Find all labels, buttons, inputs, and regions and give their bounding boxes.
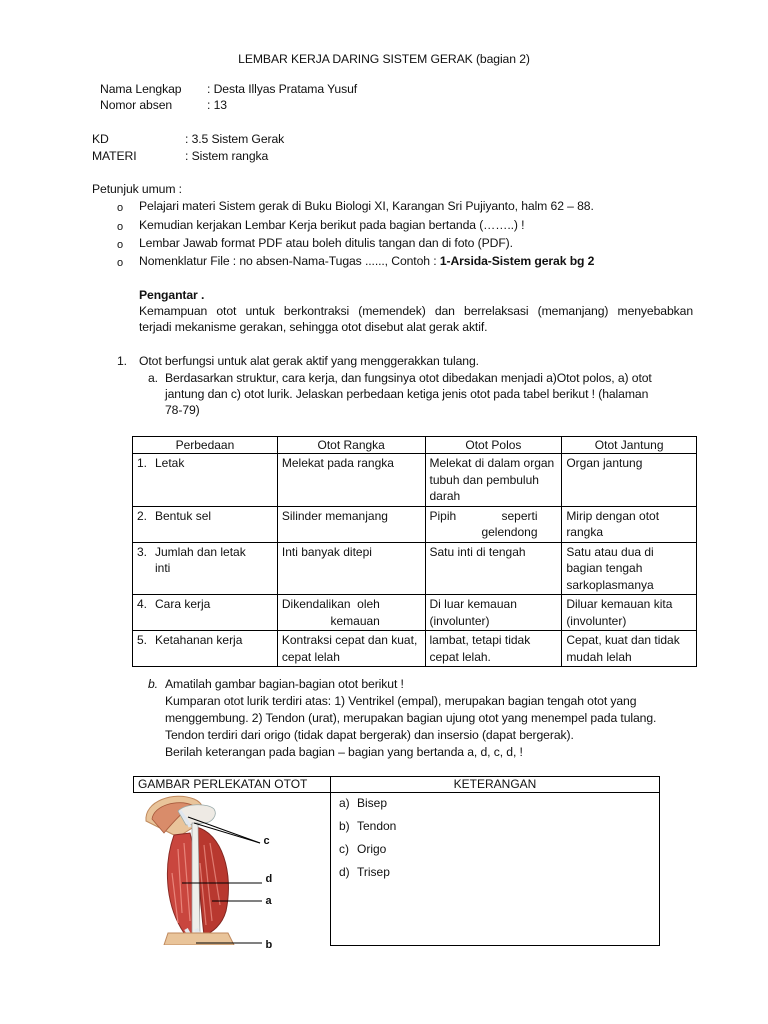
table-header-cell: KETERANGAN bbox=[330, 777, 659, 793]
subquestion-text: Berdasarkan struktur, cara kerja, dan fungsinya otot dibedakan menjadi a)Otot polos, a) otot bbox=[165, 371, 652, 385]
table-row bbox=[133, 454, 697, 507]
table-cell: lambat, tetapi tidak cepat lelah. bbox=[425, 631, 562, 667]
bullet-icon: o bbox=[117, 257, 124, 269]
question-number: 1. bbox=[117, 354, 127, 368]
table-cell: Silinder memanjang bbox=[277, 506, 425, 542]
figure-label: a bbox=[265, 895, 272, 907]
table-row bbox=[133, 595, 697, 631]
bullet-icon: o bbox=[117, 221, 124, 233]
intro-text-line: terjadi mekanisme gerakan, sehingga otot disebut alat gerak aktif. bbox=[139, 320, 488, 334]
muscle-comparison-table bbox=[132, 436, 697, 667]
absen-value: : 13 bbox=[207, 98, 227, 112]
file-example: 1-Arsida-Sistem gerak bg 2 bbox=[439, 254, 595, 268]
table-cell: Pipih seperti gelendong bbox=[425, 506, 562, 542]
bullet-icon: o bbox=[117, 202, 124, 214]
table-header-cell: Perbedaan bbox=[133, 437, 278, 454]
answer-item: c) Origo bbox=[338, 842, 387, 856]
table-cell: Melekat pada rangka bbox=[277, 454, 425, 507]
answer-item: d) Trisep bbox=[338, 865, 390, 879]
subquestion-text: Kumparan otot lurik terdiri atas: 1) Ventrikel (empal), merupakan bagian tengah otot yang bbox=[165, 694, 637, 708]
intro-heading: Pengantar . bbox=[139, 288, 205, 302]
instruction-item: Kemudian kerjakan Lembar Kerja berikut pada bagian bertanda (……..) ! bbox=[139, 218, 525, 232]
arm-muscle-illustration bbox=[134, 793, 330, 945]
subquestion-text: Tendon terdiri dari origo (tidak dapat bergerak) dan insersio (dapat bergerak). bbox=[165, 728, 574, 742]
table-header-cell: Otot Polos bbox=[425, 437, 562, 454]
figure-label: c bbox=[263, 835, 270, 847]
page-title: LEMBAR KERJA DARING SISTEM GERAK (bagian 2) bbox=[238, 52, 530, 66]
table-header-cell: GAMBAR PERLEKATAN OTOT bbox=[134, 777, 331, 793]
answer-item: a) Bisep bbox=[338, 796, 388, 810]
row-label: 5. Ketahanan kerja bbox=[133, 631, 278, 667]
instructions-heading: Petunjuk umum : bbox=[92, 182, 182, 196]
absen-label: Nomor absen bbox=[100, 98, 173, 112]
row-label: 1. Letak bbox=[133, 454, 278, 507]
row-label: 4. Cara kerja bbox=[133, 595, 278, 631]
table-header-row bbox=[134, 777, 660, 793]
row-label: 2. Bentuk sel bbox=[133, 506, 278, 542]
table-cell: Melekat di dalam organ tubuh dan pembuluh darah bbox=[425, 454, 562, 507]
table-cell: Cepat, kuat dan tidak mudah lelah bbox=[562, 631, 697, 667]
table-cell: Dikendalikan oleh kemauan bbox=[277, 595, 425, 631]
materi-label: MATERI bbox=[92, 149, 137, 163]
table-header-cell: Otot Rangka bbox=[277, 437, 425, 454]
subquestion-text: 78-79) bbox=[165, 403, 200, 417]
table-row bbox=[133, 506, 697, 542]
table-row bbox=[134, 793, 660, 946]
question-text: Otot berfungsi untuk alat gerak aktif yang menggerakkan tulang. bbox=[139, 354, 479, 368]
subquestion-text: Amatilah gambar bagian-bagian otot berikut ! bbox=[165, 677, 404, 691]
instruction-item: Lembar Jawab format PDF atau boleh ditulis tangan dan di foto (PDF). bbox=[139, 236, 513, 250]
kd-label: KD bbox=[92, 132, 109, 146]
table-header-cell: Otot Jantung bbox=[562, 437, 697, 454]
subquestion-text: jantung dan c) otot lurik. Jelaskan perbedaan ketiga jenis otot pada tabel berikut ! (halaman bbox=[165, 387, 649, 401]
table-cell: Organ jantung bbox=[562, 454, 697, 507]
figure-cell bbox=[134, 793, 331, 951]
table-cell: Kontraksi cepat dan kuat, cepat lelah bbox=[277, 631, 425, 667]
instruction-item: Pelajari materi Sistem gerak di Buku Biologi XI, Karangan Sri Pujiyanto, halm 62 – 88. bbox=[139, 199, 594, 213]
figure-label: d bbox=[265, 873, 273, 885]
table-cell: Satu atau dua di bagian tengah sarkoplasmanya bbox=[562, 542, 697, 595]
table-row bbox=[133, 631, 697, 667]
figure-label: b bbox=[265, 939, 273, 951]
subquestion-label: a. bbox=[148, 371, 158, 385]
name-label: Nama Lengkap bbox=[100, 82, 182, 96]
subquestion-label: b. bbox=[148, 677, 158, 691]
table-cell: Di luar kemauan (involunter) bbox=[425, 595, 562, 631]
subquestion-text: Berilah keterangan pada bagian – bagian yang bertanda a, d, c, d, ! bbox=[165, 745, 523, 759]
row-label: 3. Jumlah dan letak inti bbox=[133, 542, 278, 595]
table-row bbox=[133, 542, 697, 595]
table-cell: Inti banyak ditepi bbox=[277, 542, 425, 595]
answer-item: b) Tendon bbox=[338, 819, 397, 833]
kd-value: : 3.5 Sistem Gerak bbox=[185, 132, 285, 146]
intro-text-line: Kemampuan otot untuk berkontraksi (memendek) dan berrelaksasi (memanjang) menyebabkan bbox=[139, 304, 693, 318]
subquestion-text: menggembung. 2) Tendon (urat), merupakan bagian ujung otot yang menempel pada tulang. bbox=[165, 711, 657, 725]
instruction-item: Nomenklatur File : no absen-Nama-Tugas ......, Contoh : 1-Arsida-Sistem gerak bg 2 bbox=[139, 254, 595, 268]
answer-cell bbox=[330, 793, 659, 946]
name-value: : Desta Illyas Pratama Yusuf bbox=[207, 82, 358, 96]
muscle-attachment-table bbox=[133, 776, 660, 951]
bullet-icon: o bbox=[117, 239, 124, 251]
table-header-row bbox=[133, 437, 697, 454]
materi-value: : Sistem rangka bbox=[185, 149, 269, 163]
table-cell: Mirip dengan otot rangka bbox=[562, 506, 697, 542]
table-cell: Diluar kemauan kita (involunter) bbox=[562, 595, 697, 631]
table-cell: Satu inti di tengah bbox=[425, 542, 562, 595]
